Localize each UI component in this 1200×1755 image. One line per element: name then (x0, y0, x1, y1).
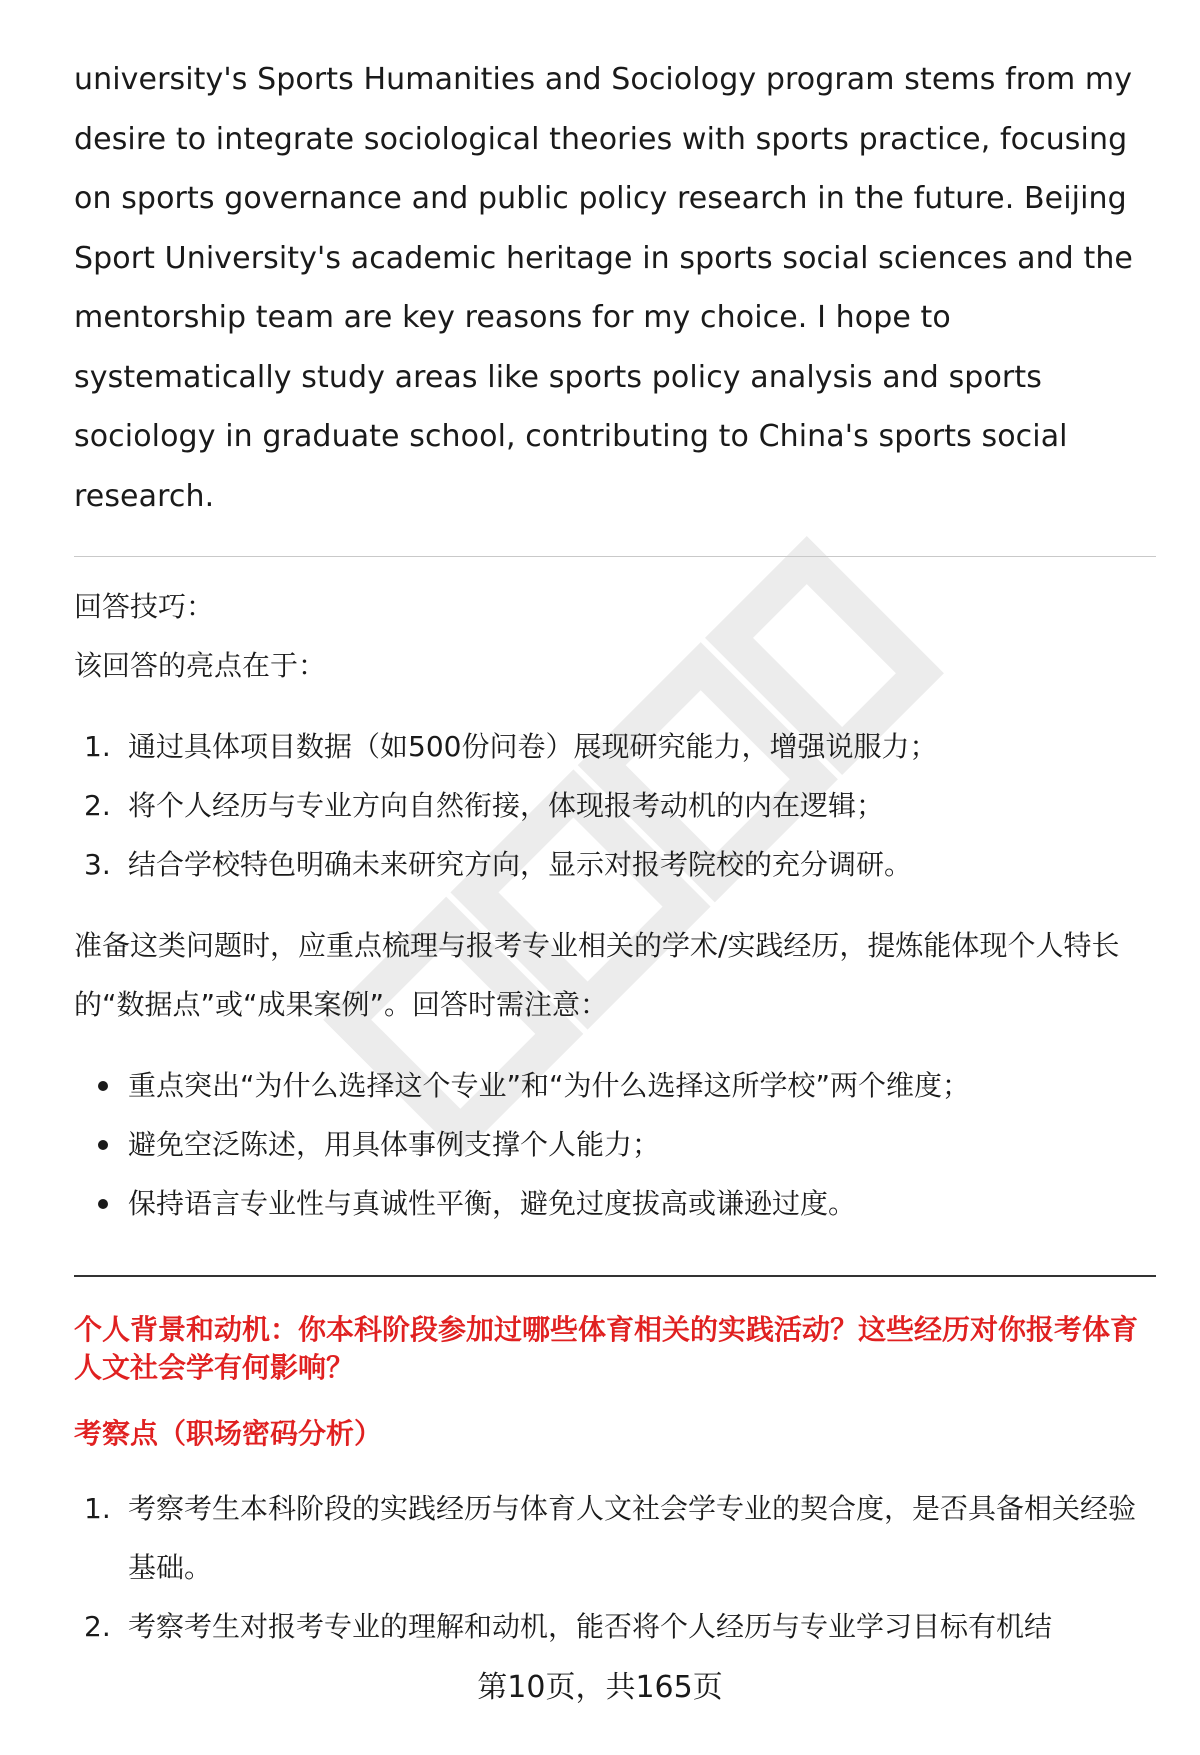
list-item (74, 1597, 1156, 1656)
question-title: 个人背景和动机：你本科阶段参加过哪些体育相关的实践活动？这些经历对你报考体育人文社会学有何影响？ (74, 1313, 1139, 1384)
notes-list (74, 1056, 1156, 1233)
bullet-icon (98, 1140, 108, 1150)
list-item-text: 将个人经历与专业方向自然衔接，体现报考动机的内在逻辑； (128, 789, 885, 822)
intro-paragraph: university's Sports Humanities and Sociology program stems from my desire to integrate sociological theories with sports practice, focusing on sports governance and public policy research in the future. Beijing Sport University's academic heritage in sports social sciences and the mentorship team are key reasons for my choice. I hope to systematically study areas like sports policy analysis and sports sociology in graduate school, contributing to China's sports social research. (74, 62, 1133, 514)
list-item-text: 避免空泛陈述，用具体事例支撑个人能力； (128, 1128, 661, 1161)
section-heading: 考察点（职场密码分析） (74, 1417, 383, 1450)
list-number: 3. (84, 848, 111, 881)
bullet-icon (98, 1199, 108, 1209)
list-number: 1. (84, 730, 111, 763)
document-page (74, 50, 1156, 1656)
list-item (74, 717, 1156, 776)
list-item-text: 考察考生对报考专业的理解和动机，能否将个人经历与专业学习目标有机结 (128, 1610, 1053, 1643)
prep-paragraph: 准备这类问题时，应重点梳理与报考专业相关的学术/实践经历，提炼能体现个人特长的“数据点”或“成果案例”。回答时需注意： (74, 929, 1120, 1021)
list-item-text: 通过具体项目数据（如500份问卷）展现研究能力，增强说服力； (128, 730, 938, 763)
page-number: 第10页，共165页 (477, 1670, 723, 1705)
list-number: 2. (84, 789, 111, 822)
list-item (74, 1479, 1156, 1597)
examine-points-list (74, 1479, 1156, 1656)
bullet-icon (98, 1081, 108, 1091)
section-divider (74, 556, 1156, 557)
list-item (74, 776, 1156, 835)
list-number: 1. (84, 1492, 111, 1525)
list-item (74, 835, 1156, 894)
list-item (74, 1115, 1156, 1174)
tips-title: 回答技巧： (74, 590, 215, 623)
list-item-text: 结合学校特色明确未来研究方向，显示对报考院校的充分调研。 (128, 848, 913, 881)
highlights-list (74, 717, 1156, 894)
list-item (74, 1056, 1156, 1115)
list-number: 2. (84, 1610, 111, 1643)
list-item-text: 重点突出“为什么选择这个专业”和“为什么选择这所学校”两个维度； (128, 1069, 971, 1102)
section-divider (74, 1275, 1156, 1277)
list-item-text: 考察考生本科阶段的实践经历与体育人文社会学专业的契合度，是否具备相关经验基础。 (128, 1492, 1137, 1584)
tips-lead: 该回答的亮点在于： (74, 649, 327, 682)
list-item (74, 1174, 1156, 1233)
list-item-text: 保持语言专业性与真诚性平衡，避免过度拔高或谦逊过度。 (128, 1187, 857, 1220)
